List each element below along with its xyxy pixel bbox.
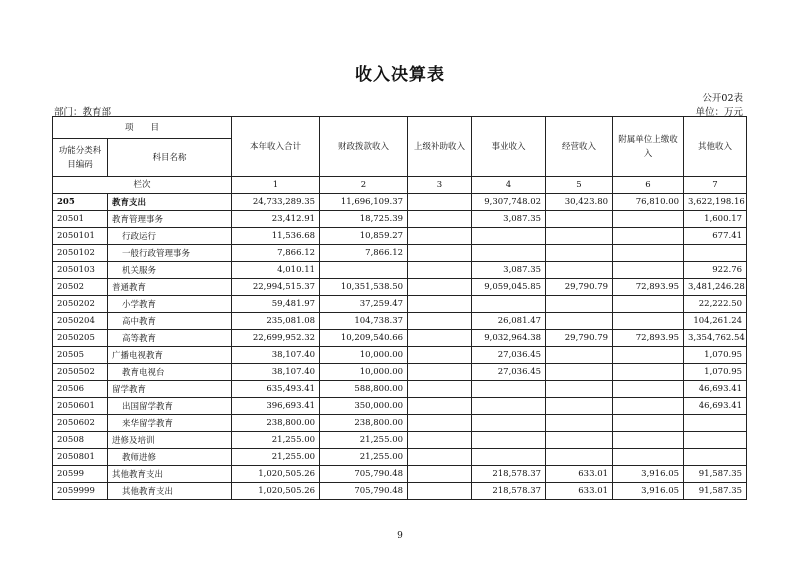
amount-cell: 3,481,246.28 — [684, 279, 747, 296]
subject-code: 2050205 — [53, 330, 108, 347]
table-row — [53, 262, 747, 279]
amount-cell: 91,587.35 — [684, 483, 747, 500]
amount-cell — [546, 262, 613, 279]
subject-code: 2059999 — [53, 483, 108, 500]
amount-cell: 3,354,762.54 — [684, 330, 747, 347]
amount-cell: 37,259.47 — [320, 296, 408, 313]
subject-code: 2050801 — [53, 449, 108, 466]
subject-code: 20508 — [53, 432, 108, 449]
amount-cell: 1,020,505.26 — [232, 466, 320, 483]
amount-cell — [546, 228, 613, 245]
amount-cell — [546, 313, 613, 330]
amount-cell: 218,578.37 — [472, 483, 546, 500]
col-header-fiscal: 财政拨款收入 — [320, 117, 408, 177]
table-row — [53, 449, 747, 466]
amount-cell: 350,000.00 — [320, 398, 408, 415]
subject-code: 2050102 — [53, 245, 108, 262]
amount-cell — [472, 296, 546, 313]
amount-cell: 23,412.91 — [232, 211, 320, 228]
amount-cell: 3,916.05 — [613, 466, 684, 483]
seq-number: 5 — [546, 177, 613, 194]
amount-cell — [408, 466, 472, 483]
amount-cell: 3,087.35 — [472, 211, 546, 228]
subject-code: 2050202 — [53, 296, 108, 313]
amount-cell: 238,800.00 — [320, 415, 408, 432]
amount-cell: 7,866.12 — [232, 245, 320, 262]
amount-cell — [684, 449, 747, 466]
amount-cell: 1,020,505.26 — [232, 483, 320, 500]
seq-number: 2 — [320, 177, 408, 194]
amount-cell: 396,693.41 — [232, 398, 320, 415]
amount-cell: 705,790.48 — [320, 483, 408, 500]
amount-cell: 10,000.00 — [320, 364, 408, 381]
amount-cell — [684, 415, 747, 432]
amount-cell: 7,866.12 — [320, 245, 408, 262]
amount-cell: 27,036.45 — [472, 364, 546, 381]
amount-cell: 104,261.24 — [684, 313, 747, 330]
subject-name: 教师进修 — [108, 449, 232, 466]
amount-cell — [613, 211, 684, 228]
subject-code: 20505 — [53, 347, 108, 364]
amount-cell: 3,087.35 — [472, 262, 546, 279]
amount-cell — [408, 381, 472, 398]
amount-cell — [546, 449, 613, 466]
amount-cell — [546, 415, 613, 432]
amount-cell — [408, 330, 472, 347]
amount-cell — [472, 415, 546, 432]
amount-cell: 10,859.27 — [320, 228, 408, 245]
subject-code: 2050502 — [53, 364, 108, 381]
subject-name: 机关服务 — [108, 262, 232, 279]
amount-cell: 1,070.95 — [684, 364, 747, 381]
amount-cell: 635,493.41 — [232, 381, 320, 398]
table-row — [53, 279, 747, 296]
amount-cell — [613, 313, 684, 330]
amount-cell: 30,423.80 — [546, 194, 613, 211]
amount-cell: 3,622,198.16 — [684, 194, 747, 211]
amount-cell: 218,578.37 — [472, 466, 546, 483]
col-header-other: 其他收入 — [684, 117, 747, 177]
table-row — [53, 313, 747, 330]
subject-name: 教育电视台 — [108, 364, 232, 381]
table-row — [53, 245, 747, 262]
subject-name: 其他教育支出 — [108, 466, 232, 483]
amount-cell — [472, 245, 546, 262]
amount-cell — [613, 449, 684, 466]
amount-cell — [408, 245, 472, 262]
amount-cell: 38,107.40 — [232, 347, 320, 364]
subject-name: 行政运行 — [108, 228, 232, 245]
amount-cell — [408, 449, 472, 466]
amount-cell: 21,255.00 — [320, 449, 408, 466]
amount-cell — [613, 415, 684, 432]
subject-name: 广播电视教育 — [108, 347, 232, 364]
amount-cell — [613, 347, 684, 364]
col-header-affiliate: 附属单位上缴收入 — [613, 117, 684, 177]
amount-cell — [546, 364, 613, 381]
col-header-business: 事业收入 — [472, 117, 546, 177]
subject-name: 留学教育 — [108, 381, 232, 398]
amount-cell: 9,059,045.85 — [472, 279, 546, 296]
table-row — [53, 483, 747, 500]
amount-cell — [408, 364, 472, 381]
subject-name: 普通教育 — [108, 279, 232, 296]
amount-cell — [613, 245, 684, 262]
page-title: 收入决算表 — [355, 65, 445, 85]
table-row — [53, 415, 747, 432]
amount-cell — [408, 194, 472, 211]
subject-name: 高等教育 — [108, 330, 232, 347]
subject-code: 20599 — [53, 466, 108, 483]
amount-cell: 10,209,540.66 — [320, 330, 408, 347]
amount-cell — [684, 245, 747, 262]
amount-cell — [472, 432, 546, 449]
subject-name: 出国留学教育 — [108, 398, 232, 415]
amount-cell — [613, 381, 684, 398]
amount-cell — [408, 262, 472, 279]
table-row — [53, 364, 747, 381]
amount-cell — [546, 398, 613, 415]
amount-cell: 677.41 — [684, 228, 747, 245]
subject-code: 2050204 — [53, 313, 108, 330]
seq-number: 4 — [472, 177, 546, 194]
amount-cell: 705,790.48 — [320, 466, 408, 483]
amount-cell: 29,790.79 — [546, 330, 613, 347]
table-row — [53, 211, 747, 228]
amount-cell: 633.01 — [546, 483, 613, 500]
amount-cell — [408, 347, 472, 364]
subject-name: 其他教育支出 — [108, 483, 232, 500]
amount-cell: 22,222.50 — [684, 296, 747, 313]
amount-cell: 22,994,515.37 — [232, 279, 320, 296]
col-header-total: 本年收入合计 — [232, 117, 320, 177]
amount-cell: 9,307,748.02 — [472, 194, 546, 211]
amount-cell: 10,000.00 — [320, 347, 408, 364]
amount-cell: 922.76 — [684, 262, 747, 279]
table-row — [53, 347, 747, 364]
amount-cell: 38,107.40 — [232, 364, 320, 381]
amount-cell: 104,738.37 — [320, 313, 408, 330]
income-table — [52, 116, 747, 500]
amount-cell — [472, 449, 546, 466]
amount-cell — [408, 398, 472, 415]
amount-cell — [408, 483, 472, 500]
table-row — [53, 466, 747, 483]
amount-cell: 76,810.00 — [613, 194, 684, 211]
table-row — [53, 296, 747, 313]
seq-label: 栏次 — [53, 177, 232, 194]
amount-cell: 633.01 — [546, 466, 613, 483]
amount-cell: 21,255.00 — [232, 432, 320, 449]
amount-cell — [613, 398, 684, 415]
amount-cell — [408, 313, 472, 330]
subject-code: 2050101 — [53, 228, 108, 245]
amount-cell: 1,600.17 — [684, 211, 747, 228]
amount-cell: 21,255.00 — [320, 432, 408, 449]
amount-cell: 91,587.35 — [684, 466, 747, 483]
amount-cell — [613, 364, 684, 381]
subject-name: 进修及培训 — [108, 432, 232, 449]
amount-cell — [472, 381, 546, 398]
amount-cell — [472, 398, 546, 415]
amount-cell: 29,790.79 — [546, 279, 613, 296]
amount-cell: 72,893.95 — [613, 279, 684, 296]
amount-cell — [613, 296, 684, 313]
amount-cell: 18,725.39 — [320, 211, 408, 228]
subject-name: 来华留学教育 — [108, 415, 232, 432]
seq-number: 3 — [408, 177, 472, 194]
amount-cell — [408, 296, 472, 313]
amount-cell — [613, 432, 684, 449]
seq-number: 7 — [684, 177, 747, 194]
subject-code: 2050602 — [53, 415, 108, 432]
table-row — [53, 398, 747, 415]
amount-cell: 72,893.95 — [613, 330, 684, 347]
amount-cell: 588,800.00 — [320, 381, 408, 398]
amount-cell: 11,536.68 — [232, 228, 320, 245]
seq-number: 1 — [232, 177, 320, 194]
subject-code: 2050601 — [53, 398, 108, 415]
table-row — [53, 330, 747, 347]
subject-name: 小学教育 — [108, 296, 232, 313]
amount-cell — [408, 415, 472, 432]
table-row — [53, 228, 747, 245]
table-row — [53, 432, 747, 449]
table-row — [53, 381, 747, 398]
amount-cell — [546, 211, 613, 228]
amount-cell: 9,032,964.38 — [472, 330, 546, 347]
amount-cell — [408, 228, 472, 245]
amount-cell: 27,036.45 — [472, 347, 546, 364]
subject-name: 高中教育 — [108, 313, 232, 330]
amount-cell — [684, 432, 747, 449]
item-header: 项 目 — [53, 117, 232, 139]
subject-code: 205 — [53, 194, 108, 211]
unit-label: 单位：万元 — [695, 107, 743, 118]
amount-cell — [546, 381, 613, 398]
amount-cell: 22,699,952.32 — [232, 330, 320, 347]
amount-cell: 235,081.08 — [232, 313, 320, 330]
amount-cell — [472, 228, 546, 245]
amount-cell — [546, 296, 613, 313]
amount-cell: 46,693.41 — [684, 381, 747, 398]
amount-cell — [546, 245, 613, 262]
amount-cell — [546, 432, 613, 449]
amount-cell: 4,010.11 — [232, 262, 320, 279]
amount-cell: 46,693.41 — [684, 398, 747, 415]
code-header: 功能分类科目编码 — [53, 139, 108, 177]
name-header: 科目名称 — [108, 139, 232, 177]
amount-cell — [408, 432, 472, 449]
amount-cell — [408, 211, 472, 228]
page-number: 9 — [397, 531, 403, 541]
amount-cell: 1,070.95 — [684, 347, 747, 364]
table-row — [53, 194, 747, 211]
amount-cell — [613, 262, 684, 279]
amount-cell — [546, 347, 613, 364]
amount-cell: 3,916.05 — [613, 483, 684, 500]
amount-cell: 21,255.00 — [232, 449, 320, 466]
subject-name: 一般行政管理事务 — [108, 245, 232, 262]
form-number: 公开02表 — [702, 93, 743, 104]
amount-cell — [408, 279, 472, 296]
amount-cell: 10,351,538.50 — [320, 279, 408, 296]
subject-name: 教育管理事务 — [108, 211, 232, 228]
amount-cell: 26,081.47 — [472, 313, 546, 330]
amount-cell: 24,733,289.35 — [232, 194, 320, 211]
department-label: 部门：教育部 — [54, 107, 112, 118]
subject-code: 2050103 — [53, 262, 108, 279]
amount-cell — [613, 228, 684, 245]
amount-cell — [320, 262, 408, 279]
amount-cell: 238,800.00 — [232, 415, 320, 432]
subject-name: 教育支出 — [108, 194, 232, 211]
amount-cell: 59,481.97 — [232, 296, 320, 313]
seq-number: 6 — [613, 177, 684, 194]
subject-code: 20501 — [53, 211, 108, 228]
col-header-operating: 经营收入 — [546, 117, 613, 177]
col-header-superior-subsidy: 上级补助收入 — [408, 117, 472, 177]
subject-code: 20506 — [53, 381, 108, 398]
subject-code: 20502 — [53, 279, 108, 296]
amount-cell: 11,696,109.37 — [320, 194, 408, 211]
